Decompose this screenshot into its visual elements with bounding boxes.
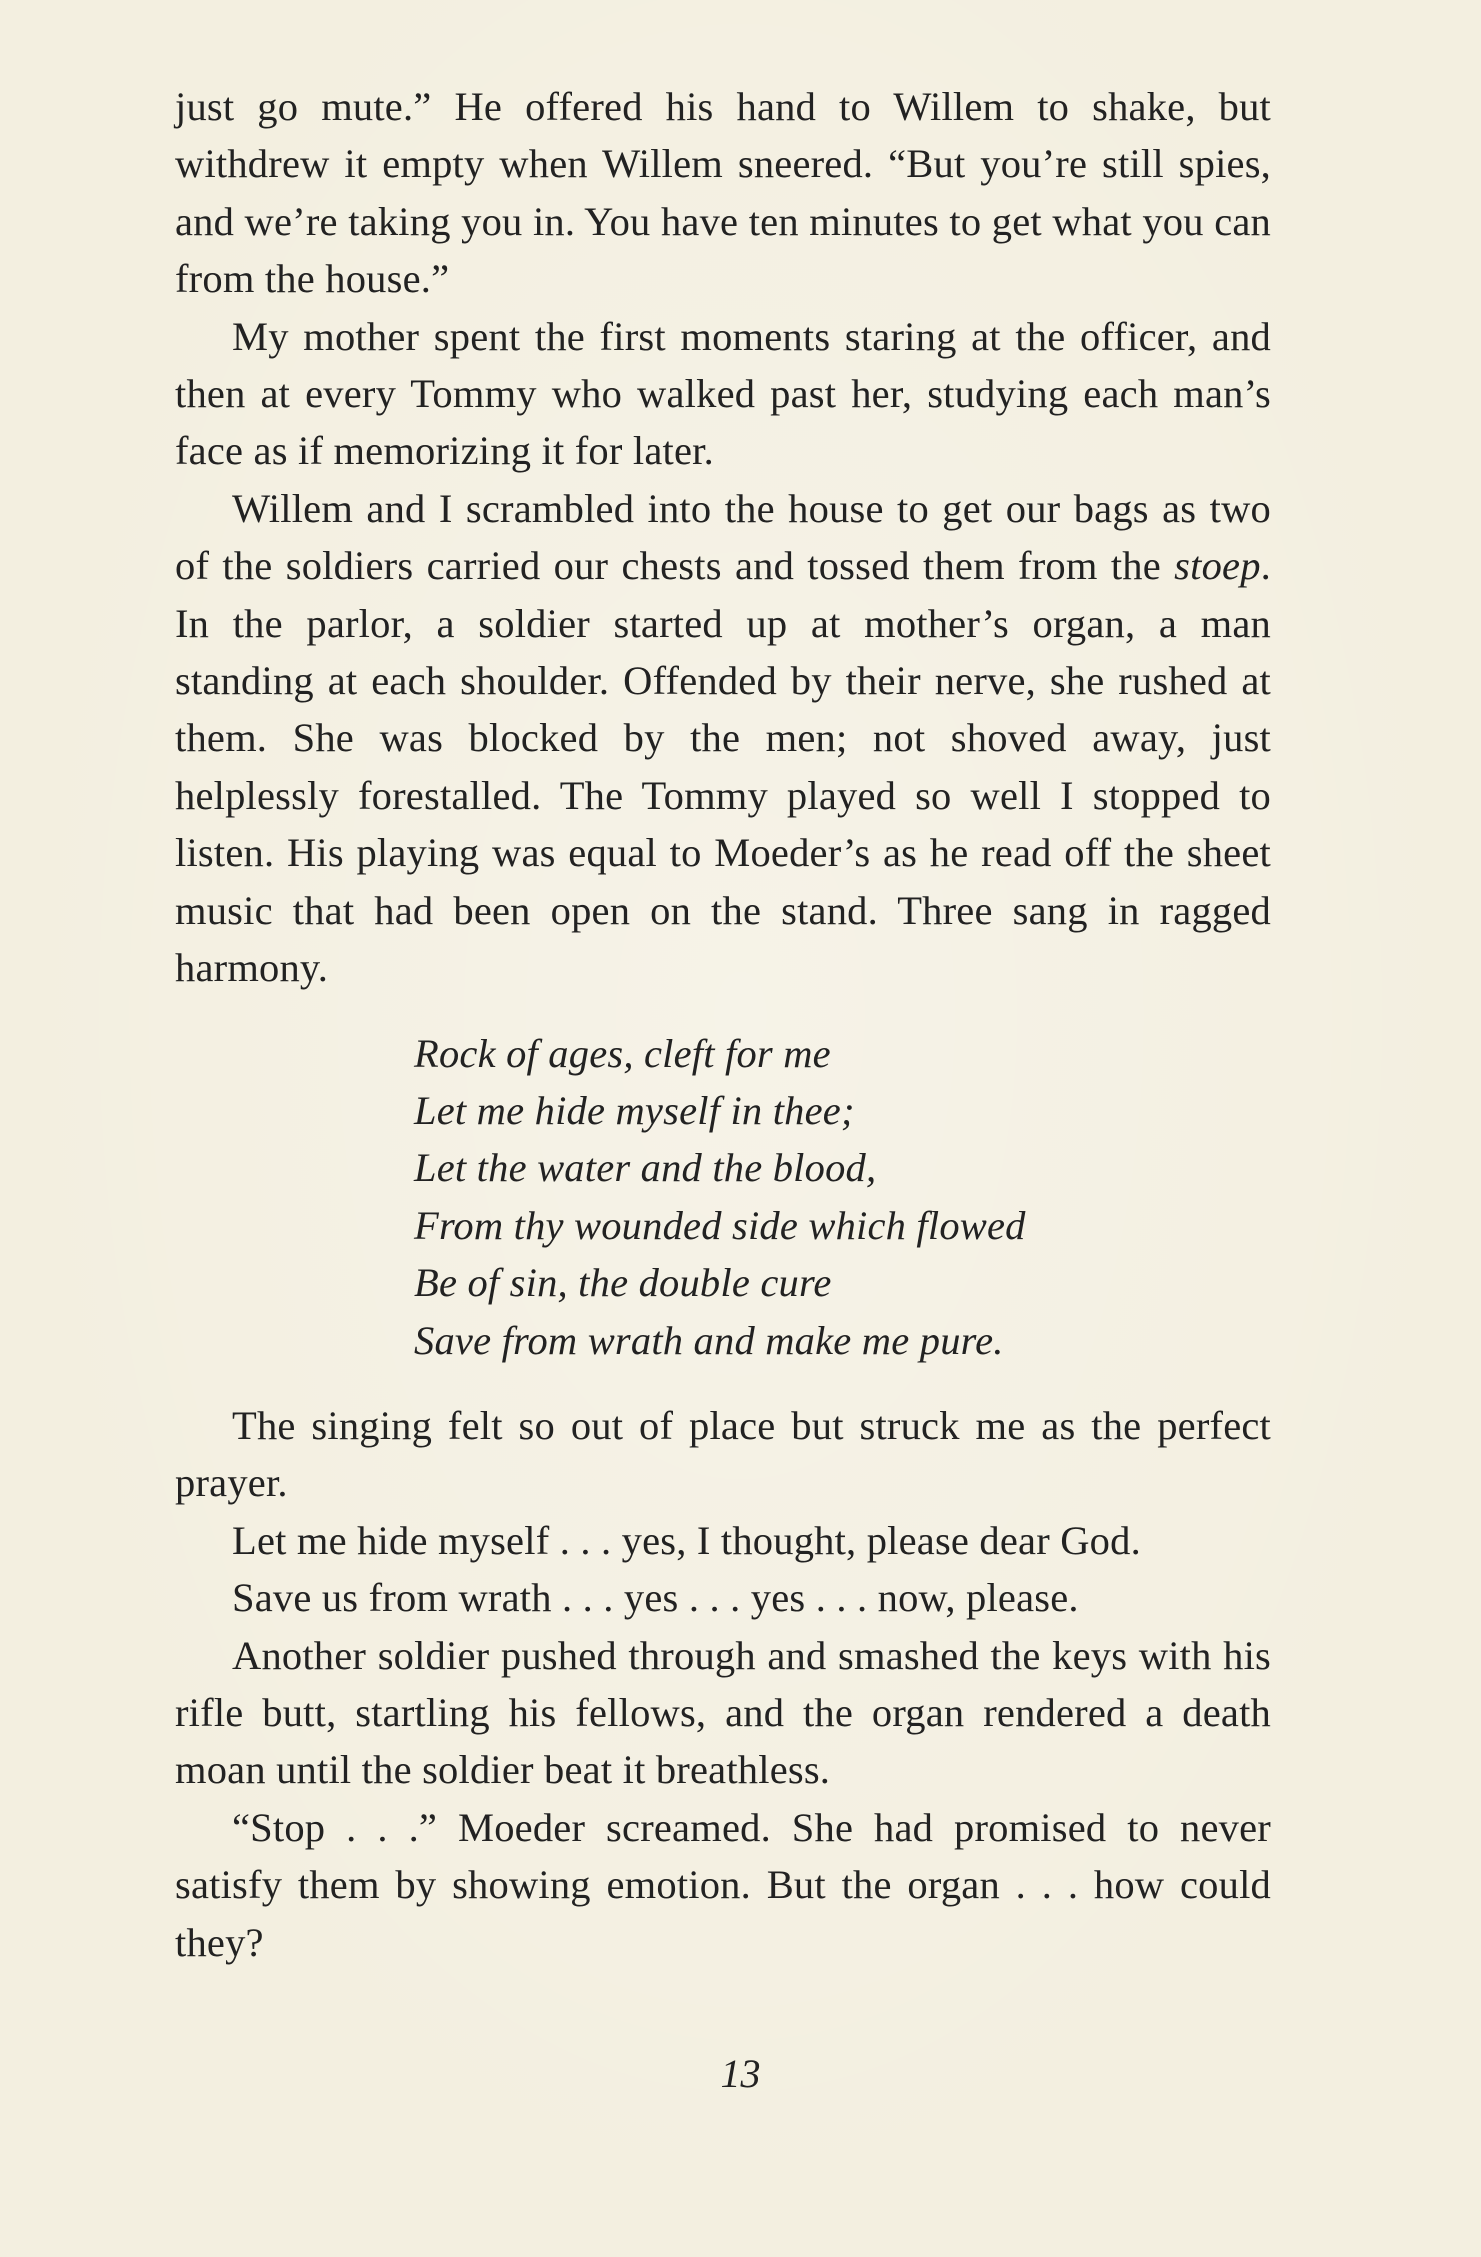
page-number: 13 (720, 2051, 761, 2096)
hymn-verse (414, 1025, 1271, 1369)
paragraph-4: The singing felt so out of place but struck me as the perfect prayer. (175, 1402, 1271, 1506)
paragraph-5: Let me hide myself . . . yes, I thought, please dear God. (232, 1517, 1141, 1563)
paragraph-2: My mother spent the first moments staring at the officer, and then at every Tommy who walked past her, studying each man’s face as if memorizing it for later. (175, 313, 1271, 474)
stoep-word: stoep (1174, 543, 1261, 589)
paragraph-3-part-b: . In the parlor, a soldier started up at mother’s organ, a man standing at each shoulder. Offended by their nerve, she rushed at them. She was blocked by the men; not shoved away, just helplessly forestalled. The Tommy played so well I stopped to listen. His playing was equal to Moeder’s as he read off the sheet music that had been open on the stand. Three sang in ragged harmony. (175, 543, 1271, 991)
verse-line: Rock of ages, cleft for me (414, 1030, 831, 1076)
body-text (175, 78, 1271, 1971)
verse-line: Be of sin, the double cure (414, 1260, 832, 1306)
paragraph-3 (175, 480, 1271, 997)
paragraph-6: Save us from wrath . . . yes . . . yes . . . now, please. (232, 1575, 1079, 1621)
paragraph-8: “Stop . . .” Moeder screamed. She had promised to never satisfy them by showing emotion. But the organ . . . how could they? (175, 1804, 1271, 1965)
verse-line: Save from wrath and make me pure. (414, 1317, 1004, 1363)
paragraph-7: Another soldier pushed through and smashed the keys with his rifle butt, startling his fellows, and the organ rendered a death moan until the soldier beat it breathless. (175, 1632, 1271, 1793)
verse-line: From thy wounded side which flowed (414, 1202, 1026, 1248)
verse-line: Let me hide myself in thee; (414, 1087, 855, 1133)
verse-line: Let the water and the blood, (414, 1145, 877, 1191)
paragraph-1: just go mute.” He offered his hand to Willem to shake, but withdrew it empty when Willem sneered. “But you’re still spies, and we’re taking you in. You have ten minutes to get what you can from the house.” (175, 84, 1271, 302)
paragraph-3-part-a: Willem and I scrambled into the house to get our bags as two of the soldiers carried our chests and tossed them from the (175, 485, 1271, 589)
